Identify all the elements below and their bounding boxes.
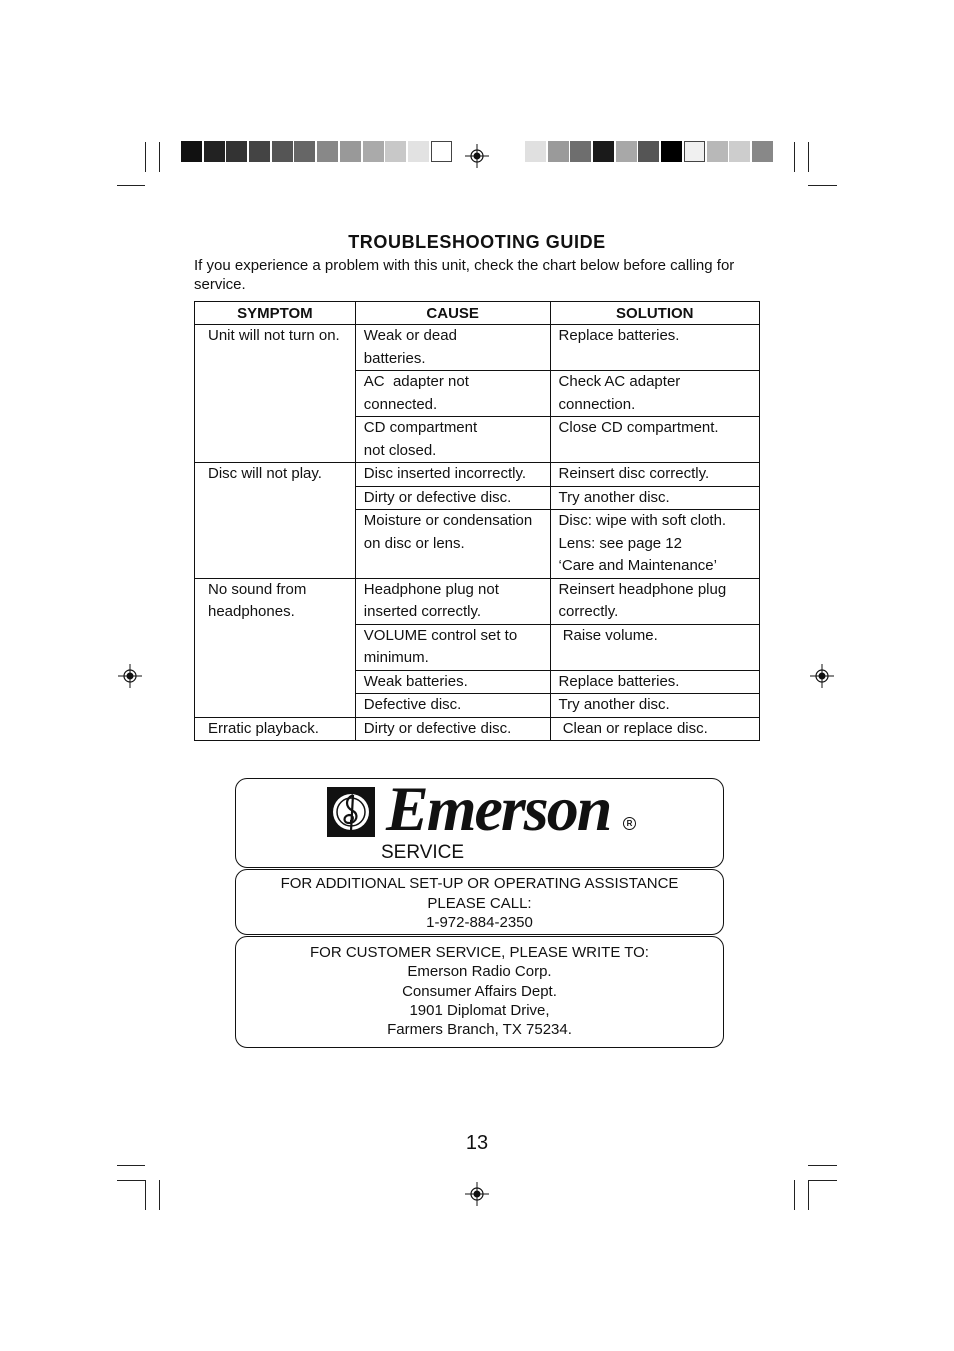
- color-calibration-bar-right: [525, 141, 775, 162]
- cell-text-line: Try another disc.: [558, 488, 670, 506]
- color-swatch: [570, 141, 591, 162]
- color-swatch: [408, 141, 429, 162]
- color-swatch: [752, 141, 773, 162]
- cell-text-line: correctly.: [558, 603, 619, 620]
- crop-mark: [808, 1180, 837, 1181]
- cell-text-line: headphones.: [208, 603, 295, 620]
- cause-cell: [355, 670, 550, 694]
- page-number: 13: [465, 1132, 489, 1154]
- cause-cell: [355, 717, 550, 741]
- assistance-line: FOR ADDITIONAL SET-UP OR OPERATING ASSISTANCE: [280, 875, 679, 892]
- cell-text-line: VOLUME control set to: [363, 626, 518, 644]
- address-line: Consumer Affairs Dept.: [402, 982, 557, 1000]
- registration-mark-icon: [118, 664, 142, 688]
- crop-mark: [117, 185, 145, 186]
- cell-text-line: Dirty or defective disc.: [363, 719, 512, 737]
- crop-mark: [808, 1180, 809, 1210]
- solution-cell: [550, 670, 759, 694]
- emerson-treble-clef-logo-icon: [327, 787, 375, 837]
- address-line: 1901 Diplomat Drive,: [409, 1001, 550, 1019]
- color-swatch: [661, 141, 682, 162]
- color-swatch: [548, 141, 569, 162]
- address-line: Farmers Branch, TX 75234.: [387, 1021, 572, 1039]
- cell-text-line: Close CD compartment.: [558, 419, 719, 436]
- crop-mark: [794, 142, 795, 172]
- troubleshooting-table: [194, 301, 760, 741]
- customer-service-address-box: [235, 936, 724, 1048]
- cause-cell: [355, 510, 550, 579]
- cell-text-line: Reinsert headphone plug: [558, 580, 727, 598]
- cell-text-line: connection.: [558, 395, 636, 413]
- color-swatch: [707, 141, 728, 162]
- color-swatch: [294, 141, 315, 162]
- table-row: [195, 463, 760, 487]
- registration-mark-icon: [465, 1182, 489, 1206]
- color-swatch: [593, 141, 614, 162]
- cell-text-line: Disc: wipe with soft cloth.: [558, 512, 727, 529]
- color-swatch: [317, 141, 338, 162]
- assistance-line: PLEASE CALL:: [427, 894, 532, 912]
- cell-text-line: connected.: [363, 395, 438, 413]
- cause-cell: [355, 417, 550, 463]
- solution-cell: [550, 510, 759, 579]
- symptom-cell: [195, 463, 356, 579]
- cause-column-header: CAUSE: [355, 302, 550, 325]
- crop-mark: [145, 1180, 146, 1210]
- crop-mark: [808, 1165, 837, 1166]
- solution-cell: [550, 717, 759, 741]
- cell-text-line: Unit will not turn on.: [208, 327, 340, 344]
- cell-text-line: Erratic playback.: [208, 719, 319, 737]
- address-line: Emerson Radio Corp.: [407, 963, 552, 981]
- cell-text-line: inserted correctly.: [363, 603, 482, 620]
- color-swatch: [340, 141, 361, 162]
- cell-text-line: Disc inserted incorrectly.: [363, 465, 527, 482]
- cell-text-line: Weak or dead: [363, 327, 457, 344]
- page-title: TROUBLESHOOTING GUIDE: [348, 232, 606, 252]
- cause-cell: [355, 694, 550, 718]
- address-line: FOR CUSTOMER SERVICE, PLEASE WRITE TO:: [310, 944, 649, 961]
- solution-cell: [550, 578, 759, 624]
- cell-text-line: Clean or replace disc.: [558, 719, 708, 737]
- color-swatch: [226, 141, 247, 162]
- color-calibration-bar-left: [181, 141, 453, 162]
- cell-text-line: Raise volume.: [558, 626, 658, 644]
- cell-text-line: Dirty or defective disc.: [363, 488, 512, 506]
- intro-paragraph: If you experience a problem with this unit, check the chart below before calling for service.: [194, 257, 735, 293]
- crop-mark: [117, 1180, 145, 1181]
- registration-mark-icon: [810, 664, 834, 688]
- registered-trademark-icon: R: [623, 817, 636, 830]
- cell-text-line: Headphone plug not: [363, 580, 499, 598]
- color-swatch: [181, 141, 202, 162]
- service-label: SERVICE: [381, 842, 465, 863]
- crop-mark: [117, 1165, 145, 1166]
- symptom-cell: [195, 325, 356, 463]
- cell-text-line: on disc or lens.: [363, 534, 465, 552]
- solution-cell: [550, 624, 759, 670]
- table-header-row: [195, 302, 760, 325]
- cell-text-line: batteries.: [363, 349, 426, 367]
- symptom-column-header: SYMPTOM: [195, 302, 356, 325]
- cause-cell: [355, 463, 550, 487]
- phone-number: 1-972-884-2350: [426, 914, 533, 931]
- cell-text-line: Check AC adapter: [558, 373, 681, 390]
- registration-mark-icon: [465, 144, 489, 168]
- cell-text-line: Weak batteries.: [363, 672, 468, 690]
- crop-mark: [159, 1180, 160, 1210]
- color-swatch: [363, 141, 384, 162]
- table-row: [195, 717, 760, 741]
- color-swatch: [385, 141, 406, 162]
- color-swatch: [638, 141, 659, 162]
- solution-cell: [550, 694, 759, 718]
- color-swatch: [525, 141, 546, 162]
- cause-cell: [355, 486, 550, 510]
- cell-text-line: Defective disc.: [363, 696, 462, 713]
- color-swatch: [431, 141, 452, 162]
- symptom-cell: [195, 717, 356, 741]
- crop-mark: [808, 142, 809, 172]
- cell-text-line: minimum.: [363, 649, 429, 666]
- color-swatch: [272, 141, 293, 162]
- crop-mark: [145, 142, 146, 172]
- crop-mark: [794, 1180, 795, 1210]
- color-swatch: [204, 141, 225, 162]
- solution-cell: [550, 371, 759, 417]
- cell-text-line: Replace batteries.: [558, 672, 680, 690]
- cause-cell: [355, 624, 550, 670]
- solution-cell: [550, 486, 759, 510]
- crop-mark: [808, 185, 837, 186]
- table-row: [195, 325, 760, 371]
- cause-cell: [355, 371, 550, 417]
- emerson-service-header-box: [235, 773, 724, 868]
- cell-text-line: not closed.: [363, 441, 437, 459]
- table-row: [195, 578, 760, 624]
- cell-text-line: Reinsert disc correctly.: [558, 465, 710, 482]
- solution-cell: [550, 325, 759, 371]
- color-swatch: [249, 141, 270, 162]
- cell-text-line: ‘Care and Maintenance’: [558, 557, 717, 574]
- cell-text-line: Lens: see page 12: [558, 534, 682, 552]
- cell-text-line: Replace batteries.: [558, 327, 680, 344]
- cell-text-line: CD compartment: [363, 419, 478, 436]
- cell-text-line: Try another disc.: [558, 696, 670, 713]
- cause-cell: [355, 578, 550, 624]
- cell-text-line: AC adapter not: [363, 373, 469, 390]
- cause-cell: [355, 325, 550, 371]
- cell-text-line: Disc will not play.: [208, 465, 322, 482]
- cell-text-line: Moisture or condensation: [363, 512, 533, 529]
- color-swatch: [616, 141, 637, 162]
- symptom-cell: [195, 578, 356, 717]
- assistance-phone-box: [235, 869, 724, 935]
- emerson-wordmark: Emerson: [386, 773, 611, 844]
- color-swatch: [684, 141, 705, 162]
- crop-mark: [159, 142, 160, 172]
- solution-cell: [550, 463, 759, 487]
- solution-column-header: SOLUTION: [550, 302, 759, 325]
- cell-text-line: No sound from: [208, 580, 307, 598]
- color-swatch: [729, 141, 750, 162]
- solution-cell: [550, 417, 759, 463]
